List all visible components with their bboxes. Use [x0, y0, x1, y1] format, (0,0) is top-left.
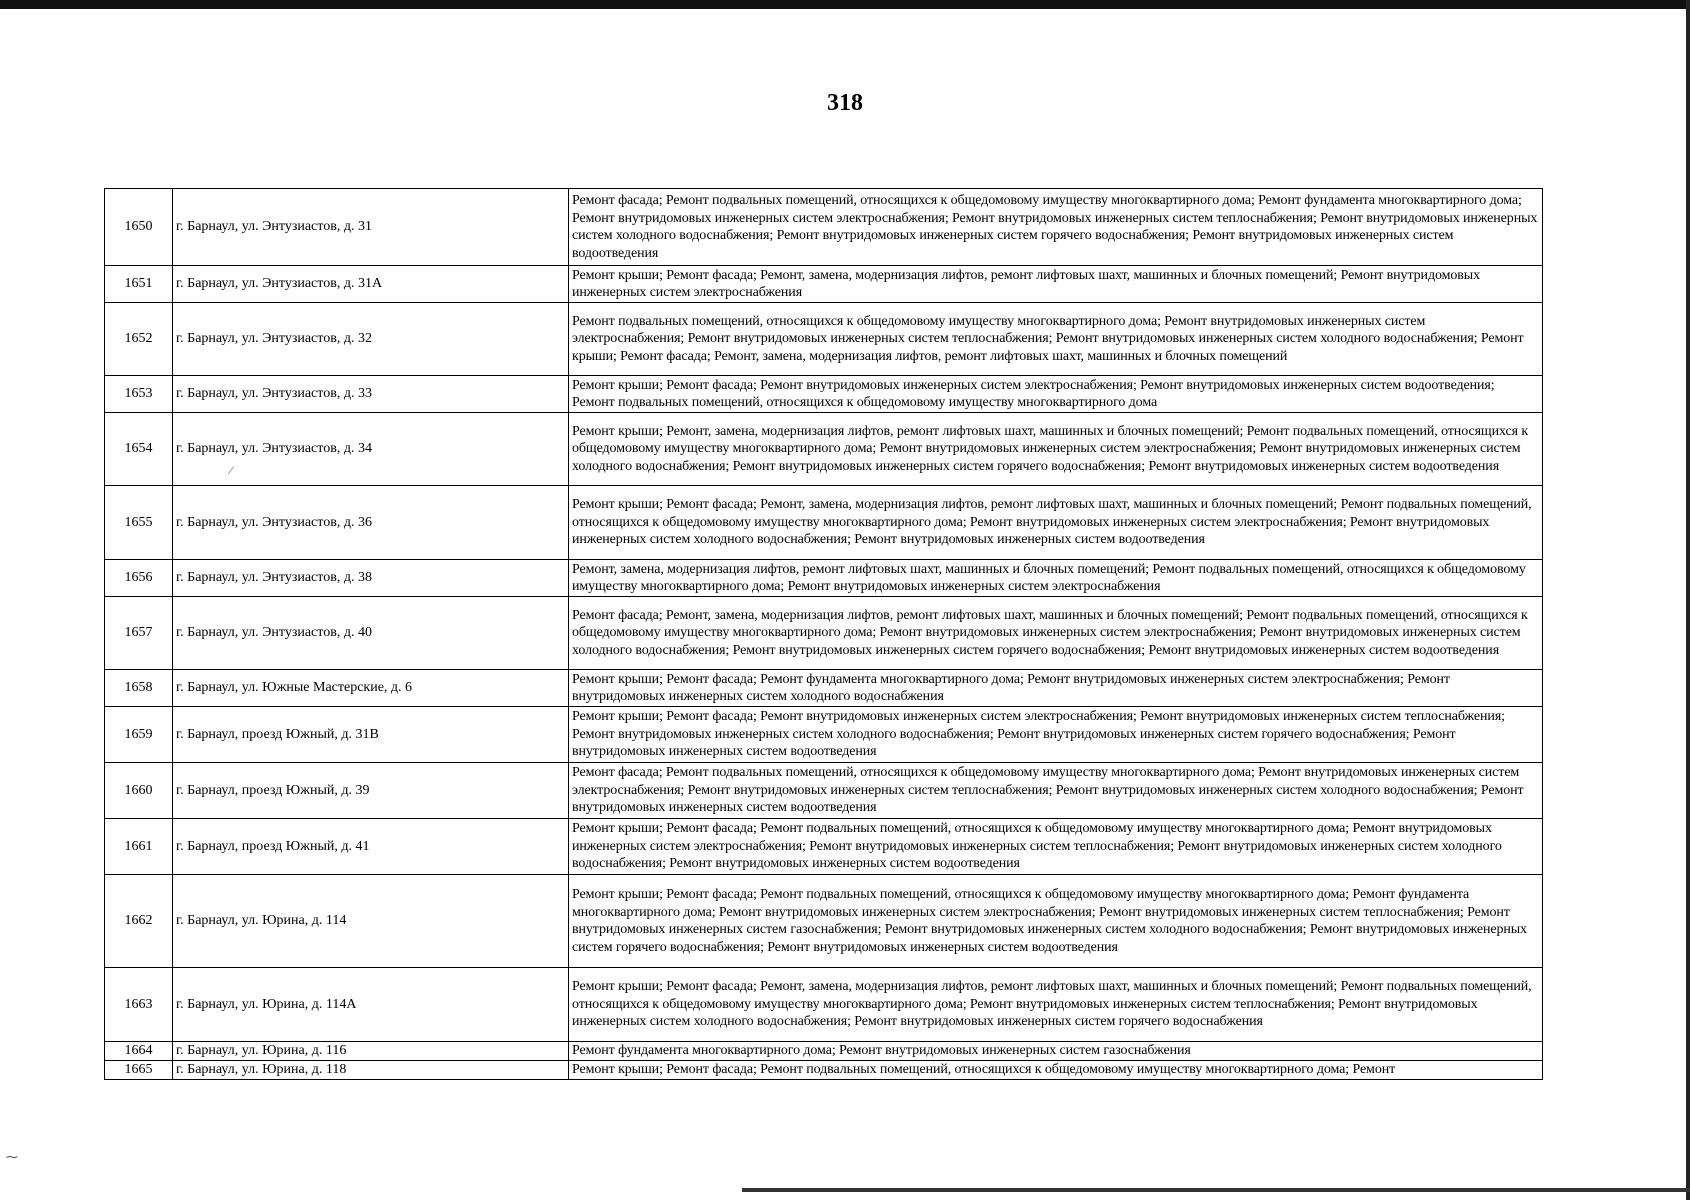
scan-speck: ⁄ — [230, 463, 233, 477]
row-number: 1652 — [105, 303, 173, 376]
row-address: г. Барнаул, ул. Юрина, д. 114 — [173, 875, 569, 968]
row-works: Ремонт фасада; Ремонт, замена, модернизация лифтов, ремонт лифтовых шахт, машинных и блочных помещений; Ремонт подвальных помещений, относящихся к общедомовому имуществу многоквартирного дома; Ремонт внутридомовых инженерных систем электроснабжения; Ремонт внутридомовых инженерных систем холодного водоснабжения; Ремонт внутридомовых инженерных систем горячего водоснабжения; Ремонт внутридомовых инженерных систем водоотведения — [569, 597, 1543, 670]
row-address: г. Барнаул, ул. Энтузиастов, д. 34 — [173, 413, 569, 486]
row-number: 1660 — [105, 763, 173, 819]
row-works: Ремонт фасада; Ремонт подвальных помещений, относящихся к общедомовому имуществу многоквартирного дома; Ремонт внутридомовых инженерных систем электроснабжения; Ремонт внутридомовых инженерных систем теплоснабжения; Ремонт внутридомовых инженерных систем холодного водоснабжения; Ремонт внутридомовых инженерных систем водоотведения — [569, 763, 1543, 819]
table-row — [105, 763, 1543, 819]
row-works: Ремонт, замена, модернизация лифтов, ремонт лифтовых шахт, машинных и блочных помещений; Ремонт подвальных помещений, относящихся к общедомовому имуществу многоквартирного дома; Ремонт внутридомовых инженерных систем электроснабжения — [569, 560, 1543, 597]
row-number: 1658 — [105, 670, 173, 707]
table-row — [105, 560, 1543, 597]
row-address: г. Барнаул, ул. Юрина, д. 118 — [173, 1061, 569, 1080]
row-number: 1664 — [105, 1042, 173, 1061]
table-row — [105, 819, 1543, 875]
table-row — [105, 266, 1543, 303]
row-number: 1650 — [105, 189, 173, 266]
table-row — [105, 376, 1543, 413]
scan-edge-bottom — [742, 1188, 1690, 1192]
row-address: г. Барнаул, ул. Энтузиастов, д. 40 — [173, 597, 569, 670]
row-address: г. Барнаул, проезд Южный, д. 41 — [173, 819, 569, 875]
scan-edge-top — [0, 0, 1690, 9]
table-row — [105, 1042, 1543, 1061]
table-row — [105, 486, 1543, 560]
row-number: 1651 — [105, 266, 173, 303]
table-row — [105, 875, 1543, 968]
row-number: 1662 — [105, 875, 173, 968]
row-address: г. Барнаул, ул. Юрина, д. 114А — [173, 968, 569, 1042]
row-number: 1655 — [105, 486, 173, 560]
scan-speck: ⁓ — [6, 1150, 18, 1164]
scan-edge-right — [1686, 0, 1690, 1200]
row-works: Ремонт крыши; Ремонт фасада; Ремонт, замена, модернизация лифтов, ремонт лифтовых шахт, машинных и блочных помещений; Ремонт подвальных помещений, относящихся к общедомовому имуществу многоквартирного дома; Ремонт внутридомовых инженерных систем теплоснабжения; Ремонт внутридомовых инженерных систем холодного водоснабжения; Ремонт внутридомовых инженерных систем горячего водоснабжения — [569, 968, 1543, 1042]
row-address: г. Барнаул, ул. Энтузиастов, д. 31 — [173, 189, 569, 266]
page-number: 318 — [827, 90, 863, 116]
row-works: Ремонт крыши; Ремонт фасада; Ремонт внутридомовых инженерных систем электроснабжения; Ремонт внутридомовых инженерных систем теплоснабжения; Ремонт внутридомовых инженерных систем холодного водоснабжения; Ремонт внутридомовых инженерных систем горячего водоснабжения; Ремонт внутридомовых инженерных систем водоотведения — [569, 707, 1543, 763]
row-works: Ремонт крыши; Ремонт фасада; Ремонт подвальных помещений, относящихся к общедомовому имуществу многоквартирного дома; Ремонт внутридомовых инженерных систем электроснабжения; Ремонт внутридомовых инженерных систем теплоснабжения; Ремонт внутридомовых инженерных систем холодного водоснабжения; Ремонт внутридомовых инженерных систем водоотведения — [569, 819, 1543, 875]
row-works: Ремонт крыши; Ремонт фасада; Ремонт внутридомовых инженерных систем электроснабжения; Ремонт внутридомовых инженерных систем водоотведения; Ремонт подвальных помещений, относящихся к общедомовому имуществу многоквартирного дома — [569, 376, 1543, 413]
row-address: г. Барнаул, ул. Энтузиастов, д. 36 — [173, 486, 569, 560]
repair-registry-table — [104, 188, 1543, 1080]
row-number: 1661 — [105, 819, 173, 875]
row-works: Ремонт крыши; Ремонт фасада; Ремонт фундамента многоквартирного дома; Ремонт внутридомовых инженерных систем электроснабжения; Ремонт внутридомовых инженерных систем холодного водоснабжения — [569, 670, 1543, 707]
table-row — [105, 189, 1543, 266]
row-address: г. Барнаул, ул. Южные Мастерские, д. 6 — [173, 670, 569, 707]
table-row — [105, 670, 1543, 707]
row-number: 1653 — [105, 376, 173, 413]
row-number: 1654 — [105, 413, 173, 486]
row-number: 1657 — [105, 597, 173, 670]
row-works: Ремонт крыши; Ремонт, замена, модернизация лифтов, ремонт лифтовых шахт, машинных и блочных помещений; Ремонт подвальных помещений, относящихся к общедомовому имуществу многоквартирного дома; Ремонт внутридомовых инженерных систем электроснабжения; Ремонт внутридомовых инженерных систем холодного водоснабжения; Ремонт внутридомовых инженерных систем горячего водоснабжения; Ремонт внутридомовых инженерных систем водоотведения — [569, 413, 1543, 486]
table-row — [105, 707, 1543, 763]
table-body — [105, 189, 1543, 1080]
row-address: г. Барнаул, ул. Энтузиастов, д. 31А — [173, 266, 569, 303]
row-works: Ремонт фундамента многоквартирного дома; Ремонт внутридомовых инженерных систем газоснабжения — [569, 1042, 1543, 1061]
row-works: Ремонт крыши; Ремонт фасада; Ремонт подвальных помещений, относящихся к общедомовому имуществу многоквартирного дома; Ремонт фундамента многоквартирного дома; Ремонт внутридомовых инженерных систем электроснабжения; Ремонт внутридомовых инженерных систем теплоснабжения; Ремонт внутридомовых инженерных систем газоснабжения; Ремонт внутридомовых инженерных систем холодного водоснабжения; Ремонт внутридомовых инженерных систем горячего водоснабжения; Ремонт внутридомовых инженерных систем водоотведения — [569, 875, 1543, 968]
table-row — [105, 968, 1543, 1042]
row-number: 1665 — [105, 1061, 173, 1080]
row-address: г. Барнаул, ул. Энтузиастов, д. 38 — [173, 560, 569, 597]
row-address: г. Барнаул, проезд Южный, д. 39 — [173, 763, 569, 819]
row-works: Ремонт фасада; Ремонт подвальных помещений, относящихся к общедомовому имуществу многоквартирного дома; Ремонт фундамента многоквартирного дома; Ремонт внутридомовых инженерных систем электроснабжения; Ремонт внутридомовых инженерных систем теплоснабжения; Ремонт внутридомовых инженерных систем холодного водоснабжения; Ремонт внутридомовых инженерных систем горячего водоснабжения; Ремонт внутридомовых инженерных систем водоотведения — [569, 189, 1543, 266]
table-row — [105, 413, 1543, 486]
row-address: г. Барнаул, ул. Энтузиастов, д. 33 — [173, 376, 569, 413]
row-works: Ремонт крыши; Ремонт фасада; Ремонт подвальных помещений, относящихся к общедомовому имуществу многоквартирного дома; Ремонт — [569, 1061, 1543, 1080]
row-address: г. Барнаул, ул. Юрина, д. 116 — [173, 1042, 569, 1061]
row-number: 1663 — [105, 968, 173, 1042]
row-number: 1659 — [105, 707, 173, 763]
row-works: Ремонт крыши; Ремонт фасада; Ремонт, замена, модернизация лифтов, ремонт лифтовых шахт, машинных и блочных помещений; Ремонт внутридомовых инженерных систем электроснабжения — [569, 266, 1543, 303]
row-number: 1656 — [105, 560, 173, 597]
row-works: Ремонт подвальных помещений, относящихся к общедомовому имуществу многоквартирного дома; Ремонт внутридомовых инженерных систем электроснабжения; Ремонт внутридомовых инженерных систем теплоснабжения; Ремонт внутридомовых инженерных систем холодного водоснабжения; Ремонт крыши; Ремонт фасада; Ремонт, замена, модернизация лифтов, ремонт лифтовых шахт, машинных и блочных помещений — [569, 303, 1543, 376]
table-row — [105, 303, 1543, 376]
row-address: г. Барнаул, проезд Южный, д. 31В — [173, 707, 569, 763]
table-row — [105, 597, 1543, 670]
row-address: г. Барнаул, ул. Энтузиастов, д. 32 — [173, 303, 569, 376]
table-row — [105, 1061, 1543, 1080]
row-works: Ремонт крыши; Ремонт фасада; Ремонт, замена, модернизация лифтов, ремонт лифтовых шахт, машинных и блочных помещений; Ремонт подвальных помещений, относящихся к общедомовому имуществу многоквартирного дома; Ремонт внутридомовых инженерных систем электроснабжения; Ремонт внутридомовых инженерных систем холодного водоснабжения; Ремонт внутридомовых инженерных систем водоотведения — [569, 486, 1543, 560]
